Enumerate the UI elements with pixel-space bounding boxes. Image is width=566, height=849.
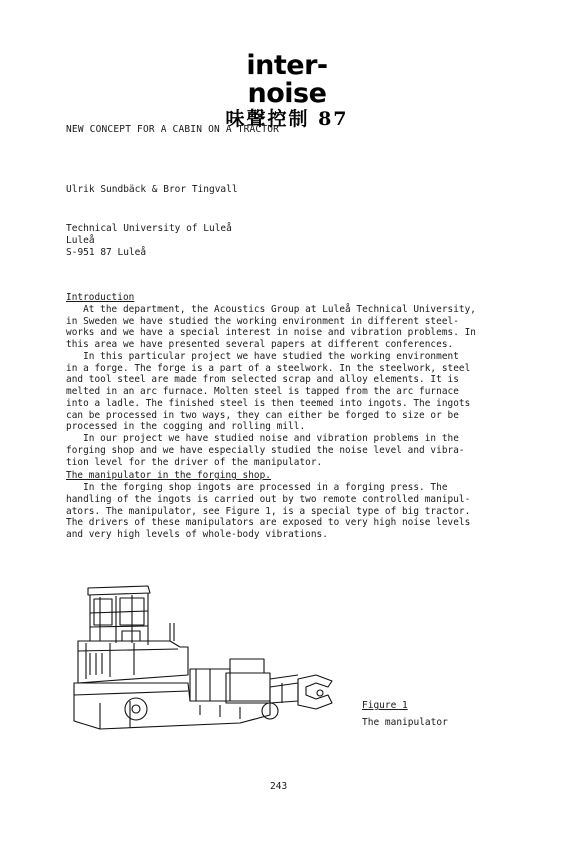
manipulator-arm (270, 683, 298, 703)
body-line: can be processed in two ways, they can either be forged to size or be (66, 409, 459, 421)
wheel (125, 698, 147, 720)
figure-caption-text: The manipulator (362, 717, 448, 728)
paper-title: NEW CONCEPT FOR A CABIN ON A TRACTOR (66, 124, 280, 135)
body-line: processed in the cogging and rolling mill. (66, 421, 306, 433)
body-line: into a ladle. The finished steel is then teemed into ingots. The ingots (66, 397, 471, 409)
body-line: this area we have presented several papers at different conferences. (66, 339, 454, 350)
body-line: melted in an arc furnace. Molten steel is tapped from the arc furnace (66, 386, 459, 397)
affiliation-line: Technical University of Luleå (66, 223, 232, 234)
paper-body (66, 292, 511, 541)
body-line: At the department, the Acoustics Group at Luleå Technical University, (66, 303, 476, 315)
conference-logo (212, 52, 362, 130)
cabin-frame (90, 593, 148, 645)
tractor-body (78, 641, 188, 683)
logo-subtitle: 味聲控制 87 (225, 108, 349, 130)
chassis (74, 683, 270, 729)
section-heading-introduction: Introduction (66, 292, 135, 303)
body-line: and tool steel are made from selected scrap and alloy elements. It is (66, 374, 459, 386)
body-line: in Sweden we have studied the working environment in different steel- (66, 315, 459, 327)
body-line: The drivers of these manipulators are exposed to very high noise levels (66, 517, 471, 529)
logo-wordmark: inter-noise (246, 50, 328, 109)
body-line: In this particular project we have studied the working environment (66, 350, 459, 362)
body-line: In our project we have studied noise and vibration problems in the (66, 433, 459, 444)
body-line: in a forge. The forge is a part of a steelwork. In the steelwork, steel (66, 362, 471, 374)
body-line: ators. The manipulator, see Figure 1, is a special type of big tractor. (66, 505, 471, 517)
body-line: and very high levels of whole-body vibrations. (66, 529, 328, 540)
figure-caption (362, 697, 448, 731)
figure-label: Figure 1 (362, 700, 408, 711)
section-heading-manipulator: The manipulator in the forging shop. (66, 470, 271, 482)
paper-authors: Ulrik Sundbäck & Bror Tingvall (66, 184, 238, 195)
body-line: forging shop and we have especially studied the noise level and vibra- (66, 444, 465, 456)
body-line: works and we have a special interest in noise and vibration problems. In (66, 327, 476, 339)
manipulator-drawing (70, 583, 350, 733)
body-line: In the forging shop ingots are processed in a forging press. The (66, 482, 448, 493)
affiliation-line: Luleå (66, 235, 95, 246)
page-number: 243 (270, 781, 288, 792)
affiliation-block (66, 223, 232, 259)
affiliation-line: S-951 87 Luleå (66, 247, 147, 258)
cabin-roof (88, 586, 150, 595)
gripper-tongs (298, 675, 332, 709)
body-line: tion level for the driver of the manipulator. (66, 456, 323, 468)
body-line: handling of the ingots is carried out by two remote controlled manipul- (66, 493, 471, 505)
